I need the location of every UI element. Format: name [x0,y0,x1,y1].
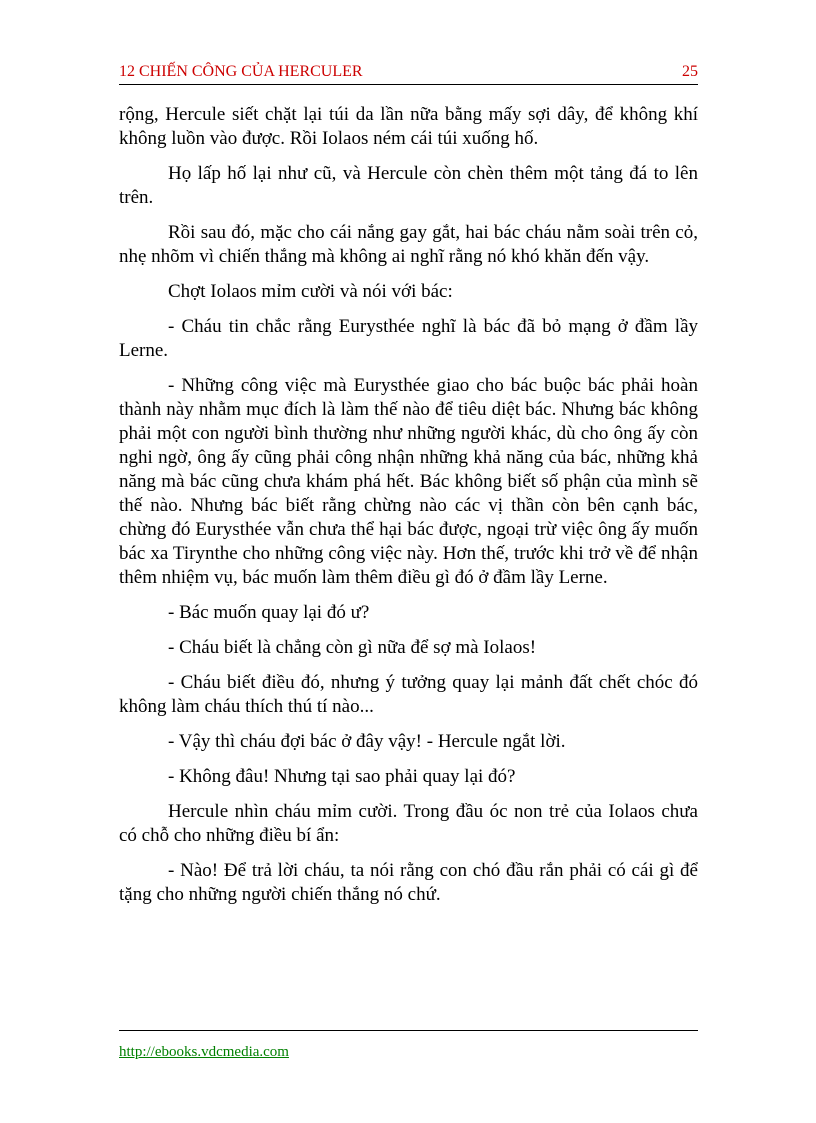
body-text [119,103,698,918]
paragraph: - Nào! Để trả lời cháu, ta nói rằng con chó đầu rắn phải có cái gì để tặng cho những người chiến thắng nó chứ. [119,860,698,905]
page-header [119,62,698,85]
paragraph: - Không đâu! Nhưng tại sao phải quay lại đó? [168,766,516,787]
paragraph: - Cháu tin chắc rằng Eurysthée nghĩ là bác đã bỏ mạng ở đầm lầy Lerne. [119,316,698,361]
paragraph: - Những công việc mà Eurysthée giao cho bác buộc bác phải hoàn thành này nhằm mục đích là làm thế nào để tiêu diệt bác. Nhưng bác không phải một con người bình thường như những người khác, dù cho ông ấy còn nghi ngờ, ông ấy cũng phải công nhận những khả năng của bác, những khả năng mà bác cũng chưa khám phá hết. Bác không biết số phận của mình sẽ thế nào. Nhưng bác biết rằng chừng nào các vị thần còn bên cạnh bác, chừng đó Eurysthée vẫn chưa thể hại bác được, ngoại trừ việc ông ấy muốn bác xa Tirynthe cho những công việc này. Hơn thế, trước khi trở về để nhận thêm nhiệm vụ, bác muốn làm thêm điều gì đó ở đầm lầy Lerne. [119,375,698,588]
paragraph: Hercule nhìn cháu mỉm cười. Trong đầu óc non trẻ của Iolaos chưa có chỗ cho những điều bí ẩn: [119,801,698,846]
footer-divider [119,1030,698,1031]
paragraph: - Vậy thì cháu đợi bác ở đây vậy! - Hercule ngắt lời. [168,731,566,752]
paragraph: rộng, Hercule siết chặt lại túi da lần nữa bằng mấy sợi dây, để không khí không luồn vào được. Rồi Iolaos ném cái túi xuống hố. [119,104,698,149]
paragraph: Họ lấp hố lại như cũ, và Hercule còn chèn thêm một tảng đá to lên trên. [119,163,698,208]
paragraph: - Cháu biết là chẳng còn gì nữa để sợ mà Iolaos! [168,637,537,658]
book-title: 12 CHIẾN CÔNG CỦA HERCULER [119,63,363,80]
paragraph: - Bác muốn quay lại đó ư? [168,602,370,623]
paragraph: - Cháu biết điều đó, nhưng ý tưởng quay lại mảnh đất chết chóc đó không làm cháu thích thú tí nào... [119,672,698,717]
paragraph: Rồi sau đó, mặc cho cái nắng gay gắt, hai bác cháu nằm soài trên cỏ, nhẹ nhõm vì chiến thắng mà không ai nghĩ rằng nó khó khăn đến vậy. [119,222,698,267]
footer-url-link[interactable]: http://ebooks.vdcmedia.com [119,1044,289,1060]
page-number: 25 [682,63,698,80]
paragraph: Chợt Iolaos mỉm cười và nói với bác: [168,281,453,302]
